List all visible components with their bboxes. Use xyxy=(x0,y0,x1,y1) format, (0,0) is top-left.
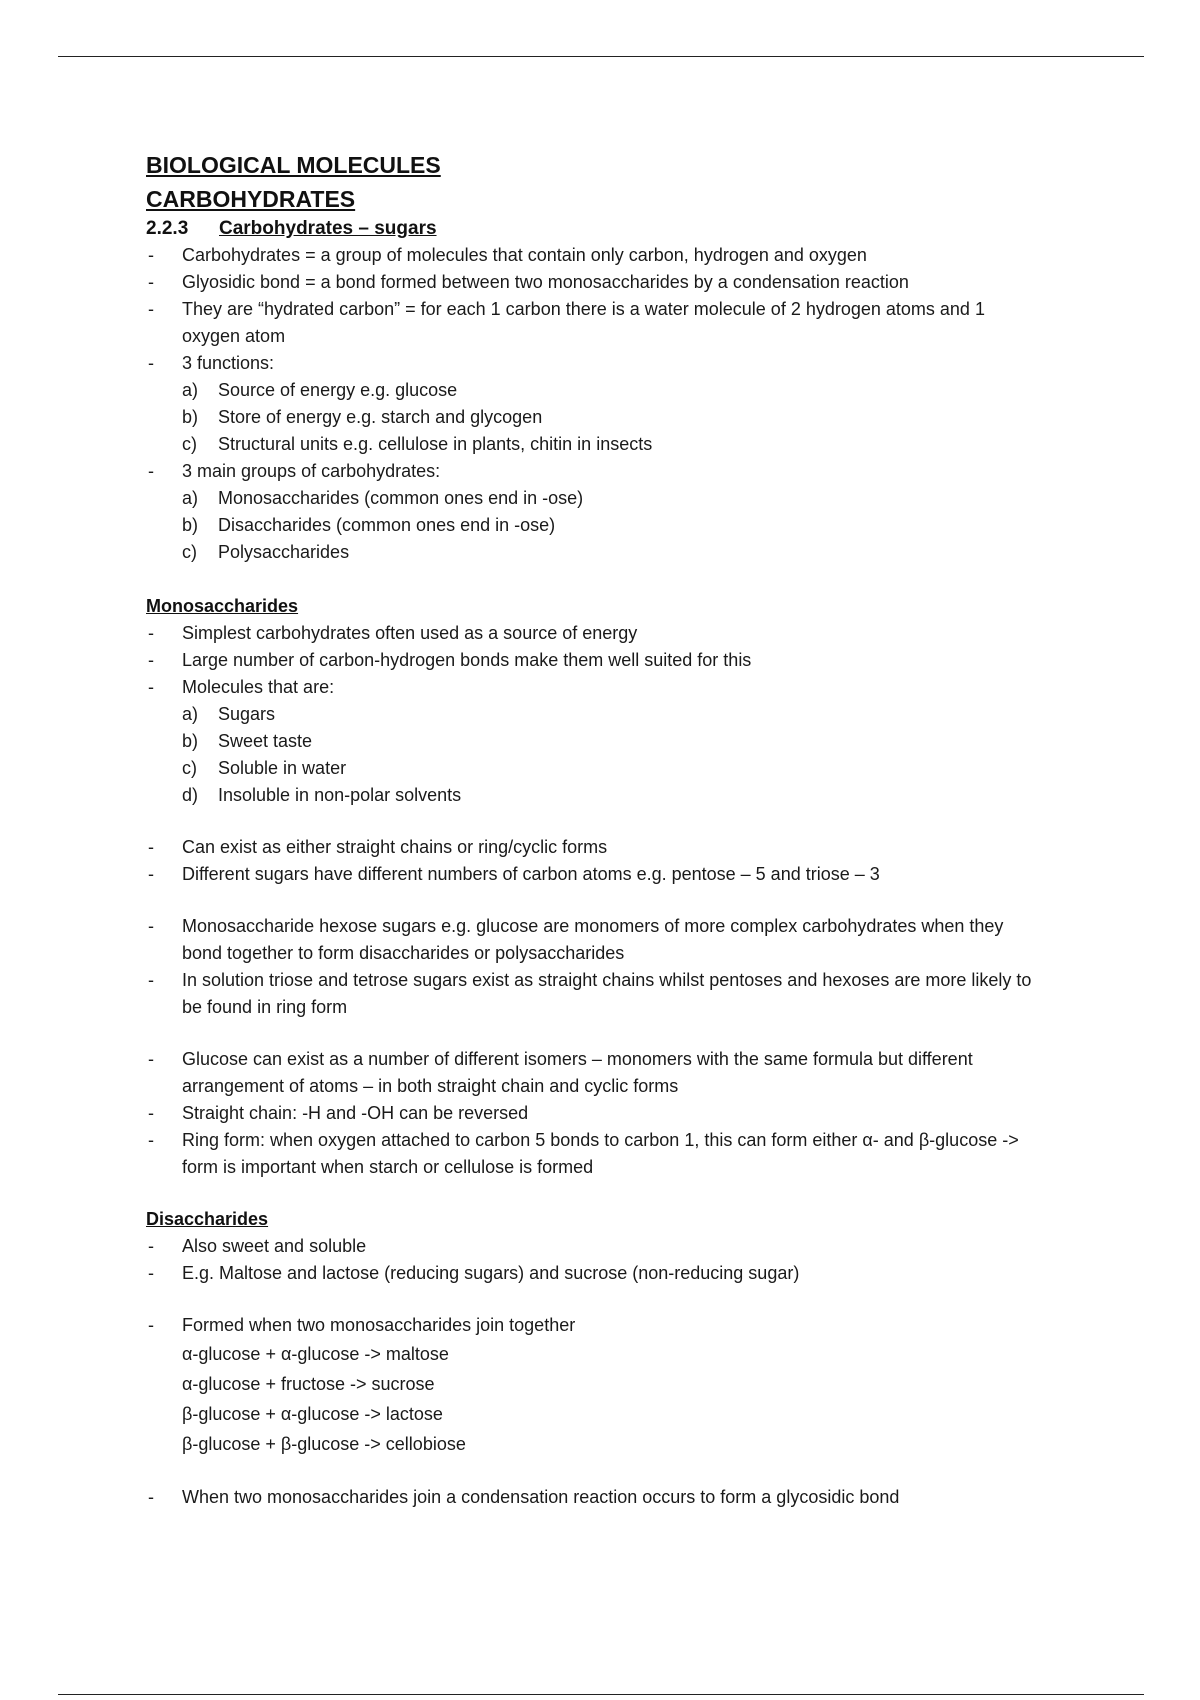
sub-list-item: b) Store of energy e.g. starch and glycogen xyxy=(182,407,543,427)
list-item: - In solution triose and tetrose sugars exist as straight chains whilst pentoses and hexoses are more likely to be found in ring form xyxy=(148,970,1032,1017)
list-item: - 3 main groups of carbohydrates: xyxy=(148,461,441,481)
list-item: - 3 functions: xyxy=(148,353,275,373)
document-body xyxy=(146,148,1046,1511)
forms-list xyxy=(146,834,1046,888)
list-item: - Glucose can exist as a number of different isomers – monomers with the same formula but different arrangement of atoms – in both straight chain and cyclic forms xyxy=(148,1049,973,1096)
list-item: - E.g. Maltose and lactose (reducing sugars) and sucrose (non-reducing sugar) xyxy=(148,1263,800,1283)
list-item: - Straight chain: -H and -OH can be reversed xyxy=(148,1103,529,1123)
intro-list xyxy=(146,242,1046,566)
list-item: - Monosaccharide hexose sugars e.g. glucose are monomers of more complex carbohydrates when they bond together to form disaccharides or polysaccharides xyxy=(148,916,1004,963)
list-item: - Can exist as either straight chains or ring/cyclic forms xyxy=(148,837,608,857)
hexose-list xyxy=(146,913,1046,1021)
list-item: - Formed when two monosaccharides join together xyxy=(148,1315,576,1335)
reaction-equation: α-glucose + α-glucose -> maltose xyxy=(182,1344,449,1364)
sub-list-item: a) Monosaccharides (common ones end in -ose) xyxy=(182,488,584,508)
section-title: Carbohydrates – sugars xyxy=(219,218,437,239)
glycosidic-list xyxy=(146,1484,1046,1511)
sub-list-item: a) Sugars xyxy=(182,704,276,724)
sub-list-item: b) Sweet taste xyxy=(182,731,313,751)
monosaccharides-list xyxy=(146,620,1046,809)
section-heading xyxy=(146,216,1046,242)
list-item: - Carbohydrates = a group of molecules that contain only carbon, hydrogen and oxygen xyxy=(148,245,867,265)
sub-list-item: d) Insoluble in non-polar solvents xyxy=(182,785,462,805)
list-item: - Also sweet and soluble xyxy=(148,1236,367,1256)
sub-list-item: a) Source of energy e.g. glucose xyxy=(182,380,458,400)
reaction-equation: β-glucose + β-glucose -> cellobiose xyxy=(182,1434,466,1454)
reaction-equation: α-glucose + fructose -> sucrose xyxy=(182,1374,435,1394)
footer-rule xyxy=(58,1694,1144,1695)
sub-list-item: c) Structural units e.g. cellulose in plants, chitin in insects xyxy=(182,434,653,454)
list-item: - Glyosidic bond = a bond formed between two monosaccharides by a condensation reaction xyxy=(148,272,909,292)
list-item: - Different sugars have different numbers of carbon atoms e.g. pentose – 5 and triose – 3 xyxy=(148,864,880,884)
section-number: 2.2.3 xyxy=(146,218,189,239)
isomers-list xyxy=(146,1046,1046,1181)
sub-list-item: c) Soluble in water xyxy=(182,758,347,778)
disaccharides-list xyxy=(146,1233,1046,1287)
reaction-equation: β-glucose + α-glucose -> lactose xyxy=(182,1404,443,1424)
list-item: - Simplest carbohydrates often used as a source of energy xyxy=(148,623,638,643)
list-item: - They are “hydrated carbon” = for each 1 carbon there is a water molecule of 2 hydrogen atoms and 1 oxygen atom xyxy=(148,299,985,346)
list-item: - Molecules that are: xyxy=(148,677,335,697)
sub-list-item: c) Polysaccharides xyxy=(182,542,350,562)
sub-list-item: b) Disaccharides (common ones end in -ose) xyxy=(182,515,556,535)
disaccharides-heading: Disaccharides xyxy=(146,1209,269,1229)
header-rule xyxy=(58,56,1144,57)
monosaccharides-heading: Monosaccharides xyxy=(146,596,299,616)
list-item: - Large number of carbon-hydrogen bonds make them well suited for this xyxy=(148,650,752,670)
list-item: - Ring form: when oxygen attached to carbon 5 bonds to carbon 1, this can form either α- and β-glucose -> form is important when starch or cellulose is formed xyxy=(148,1130,1019,1177)
page-subtitle: CARBOHYDRATES xyxy=(146,186,356,212)
formation-list xyxy=(146,1312,1046,1459)
page-title: BIOLOGICAL MOLECULES xyxy=(146,152,441,178)
list-item: - When two monosaccharides join a condensation reaction occurs to form a glycosidic bond xyxy=(148,1487,900,1507)
